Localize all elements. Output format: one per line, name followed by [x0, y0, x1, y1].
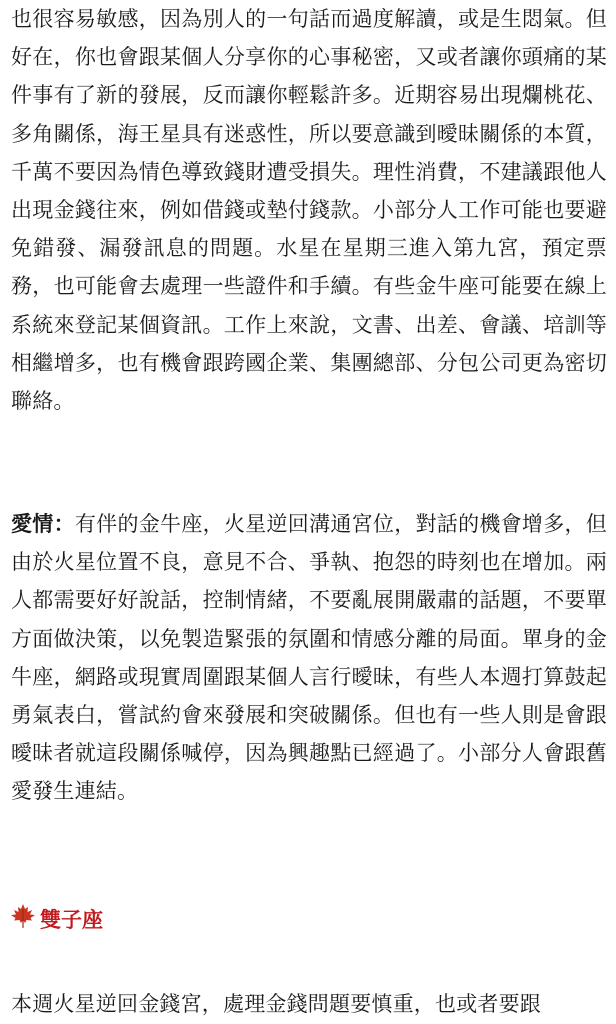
paragraph-taurus-general: 也很容易敏感，因為別人的一句話而過度解讀，或是生悶氣。但好在，你也會跟某個人分享你的心事秘密，又或者讓你頭痛的某件事有了新的發展，反而讓你輕鬆許多。近期容易出現爛桃花、多角關係，海王星具有迷惑性，所以要意識到曖昧關係的本質，千萬不要因為情色導致錢財遭受損失。理性消費，不建議跟他人出現金錢往來，例如借錢或墊付錢款。小部分人工作可能也要避免錯發、漏發訊息的問題。水星在星期三進入第九宮，預定票務，也可能會去處理一些證件和手續。有些金牛座可能要在線上系統來登記某個資訊。工作上來說，文書、出差、會議、培訓等相繼增多，也有機會跟跨國企業、集團總部、分包公司更為密切聯絡。	[11, 7, 607, 414]
maple-leaf-icon	[10, 903, 40, 934]
paragraph-taurus-love	[11, 505, 607, 811]
section-heading-text: 雙子座	[40, 907, 103, 932]
love-label: 愛情：	[11, 512, 75, 536]
paragraph-gemini-intro: 本週火星逆回金錢宮，處理金錢問題要慎重，也或者要跟	[11, 992, 541, 1016]
love-text: 有伴的金牛座，火星逆回溝通宮位，對話的機會增多，但由於火星位置不良，意見不合、爭執、抱怨的時刻也在增加。兩人都需要好好說話，控制情緒，不要亂展開嚴肅的話題，不要單方面做決策，以免製造緊張的氛圍和情感分離的局面。單身的金牛座，網路或現實周圍跟某個人言行曖昧，有些人本週打算鼓起勇氣表白，嘗試約會來發展和突破關係。但也有一些人則是會跟曖昧者就這段關係喊停，因為興趣點已經過了。小部分人會跟舊愛發生連結。	[11, 512, 607, 804]
section-heading-gemini	[10, 903, 103, 934]
